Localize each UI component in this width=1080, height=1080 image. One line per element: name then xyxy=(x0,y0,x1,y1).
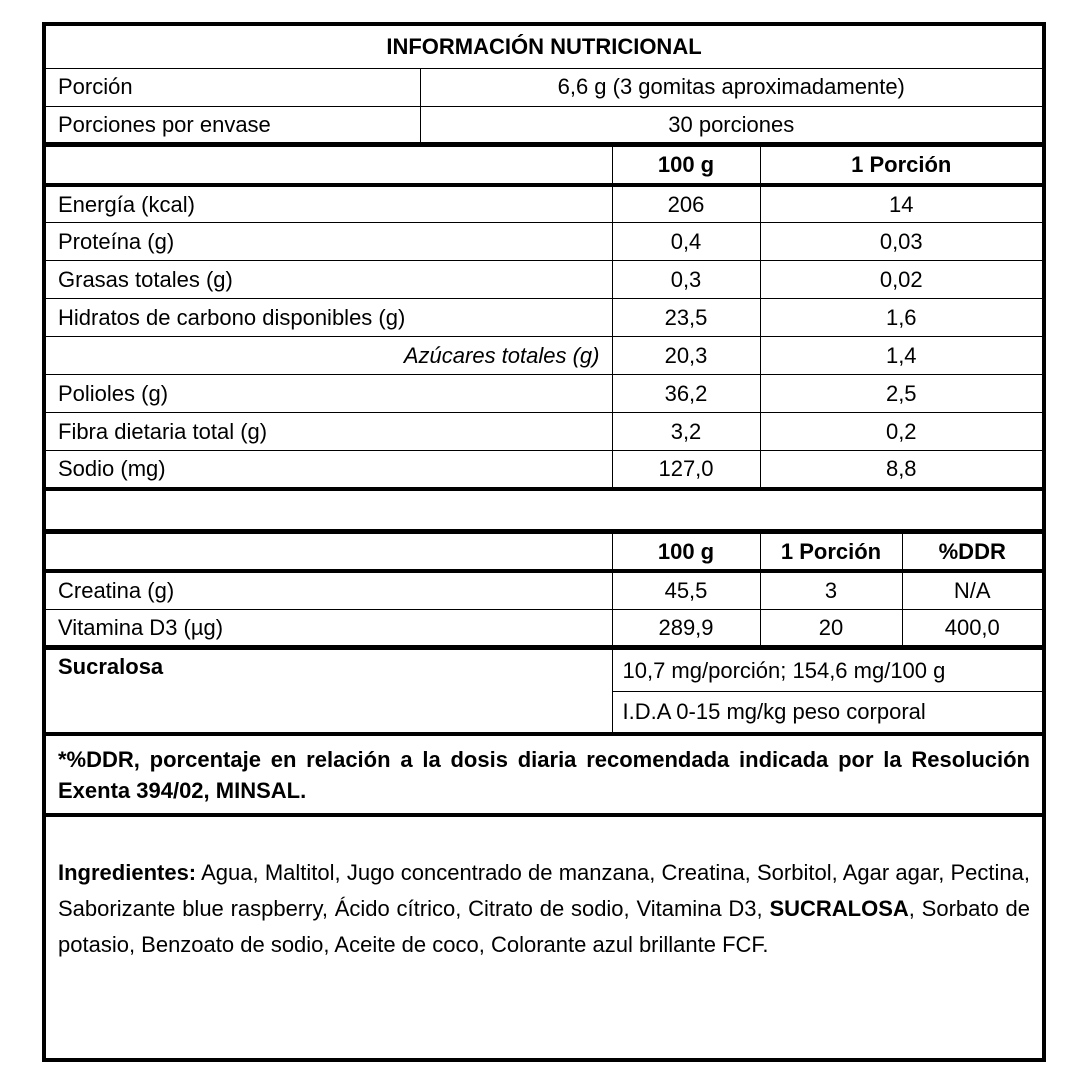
sucralose-ida: I.D.A 0-15 mg/kg peso corporal xyxy=(612,692,1042,734)
nutrient-label: Sodio (mg) xyxy=(46,451,612,489)
servings-per-container-label: Porciones por envase xyxy=(46,106,420,144)
nutrient-label-subitem: Azúcares totales (g) xyxy=(46,337,612,375)
nutrients-table xyxy=(46,146,1042,533)
nutrient-row xyxy=(46,451,1042,489)
nutrient-value-100g: 23,5 xyxy=(612,299,760,337)
nutrient-row xyxy=(46,375,1042,413)
nutrient-row xyxy=(46,413,1042,451)
extras-value-portion: 20 xyxy=(760,609,902,647)
nutrient-label: Grasas totales (g) xyxy=(46,261,612,299)
serving-table xyxy=(46,26,1042,146)
extras-row xyxy=(46,609,1042,647)
nutrients-header-100g: 100 g xyxy=(612,147,760,185)
extras-header-100g: 100 g xyxy=(612,533,760,571)
servings-per-container-value: 30 porciones xyxy=(420,106,1042,144)
ddr-footnote: *%DDR, porcentaje en relación a la dosis diaria recomendada indicada por la Resolución Exenta 394/02, MINSAL. xyxy=(46,736,1042,818)
serving-size-value: 6,6 g (3 gomitas aproximadamente) xyxy=(420,68,1042,106)
nutrients-header-portion: 1 Porción xyxy=(760,147,1042,185)
nutrient-value-100g: 127,0 xyxy=(612,451,760,489)
nutrition-facts-panel xyxy=(42,22,1046,1062)
serving-size-label: Porción xyxy=(46,68,420,106)
extras-header-ddr: %DDR xyxy=(902,533,1042,571)
sucralose-table xyxy=(46,649,1042,736)
ingredients-highlight: SUCRALOSA xyxy=(769,895,909,921)
extras-label: Vitamina D3 (µg) xyxy=(46,609,612,647)
nutrient-value-100g: 0,4 xyxy=(612,223,760,261)
extras-row xyxy=(46,571,1042,609)
extras-header-blank xyxy=(46,533,612,571)
extras-value-ddr: 400,0 xyxy=(902,609,1042,647)
nutrient-value-100g: 206 xyxy=(612,185,760,223)
nutrient-row xyxy=(46,337,1042,375)
extras-value-ddr: N/A xyxy=(902,571,1042,609)
nutrient-value-portion: 2,5 xyxy=(760,375,1042,413)
nutrient-value-100g: 20,3 xyxy=(612,337,760,375)
nutrient-value-100g: 3,2 xyxy=(612,413,760,451)
nutrient-value-100g: 0,3 xyxy=(612,261,760,299)
extras-value-100g: 45,5 xyxy=(612,571,760,609)
nutrient-row xyxy=(46,223,1042,261)
extras-header-portion: 1 Porción xyxy=(760,533,902,571)
nutrient-label: Proteína (g) xyxy=(46,223,612,261)
nutrient-value-portion: 14 xyxy=(760,185,1042,223)
nutrient-label: Hidratos de carbono disponibles (g) xyxy=(46,299,612,337)
sucralose-amount: 10,7 mg/porción; 154,6 mg/100 g xyxy=(612,650,1042,692)
sucralose-label: Sucralosa xyxy=(46,650,612,734)
nutrient-label: Fibra dietaria total (g) xyxy=(46,413,612,451)
nutrient-value-portion: 1,6 xyxy=(760,299,1042,337)
spacer-row xyxy=(46,489,1042,531)
ingredients-list-part1: Agua, Maltitol, Jugo concentrado de manzana, Creatina, Sorbitol, Agar agar, Pectina, Saborizante blue raspberry, Ácido cítrico, Citrato de sodio, Vitamina D3, xyxy=(58,860,1030,921)
ingredients-paragraph xyxy=(46,817,1042,962)
nutrient-value-100g: 36,2 xyxy=(612,375,760,413)
nutrient-value-portion: 0,02 xyxy=(760,261,1042,299)
nutrient-value-portion: 0,03 xyxy=(760,223,1042,261)
nutrient-label: Polioles (g) xyxy=(46,375,612,413)
spacer-cell xyxy=(46,489,1042,531)
nutrient-label: Energía (kcal) xyxy=(46,185,612,223)
extras-value-100g: 289,9 xyxy=(612,609,760,647)
ingredients-heading: Ingredientes: xyxy=(58,860,197,886)
nutrient-value-portion: 0,2 xyxy=(760,413,1042,451)
nutrient-row xyxy=(46,261,1042,299)
ingredients-list-part2: , Sorbato de potasio, Benzoato de sodio, Aceite de coco, Colorante azul brillante FCF. xyxy=(58,895,1030,957)
nutrient-row xyxy=(46,185,1042,223)
nutrient-value-portion: 1,4 xyxy=(760,337,1042,375)
nutrient-row xyxy=(46,299,1042,337)
panel-title: INFORMACIÓN NUTRICIONAL xyxy=(46,26,1042,68)
extras-table xyxy=(46,533,1042,650)
extras-value-portion: 3 xyxy=(760,571,902,609)
nutrients-header-blank xyxy=(46,147,612,185)
extras-label: Creatina (g) xyxy=(46,571,612,609)
nutrient-value-portion: 8,8 xyxy=(760,451,1042,489)
sucralose-row xyxy=(46,650,1042,692)
